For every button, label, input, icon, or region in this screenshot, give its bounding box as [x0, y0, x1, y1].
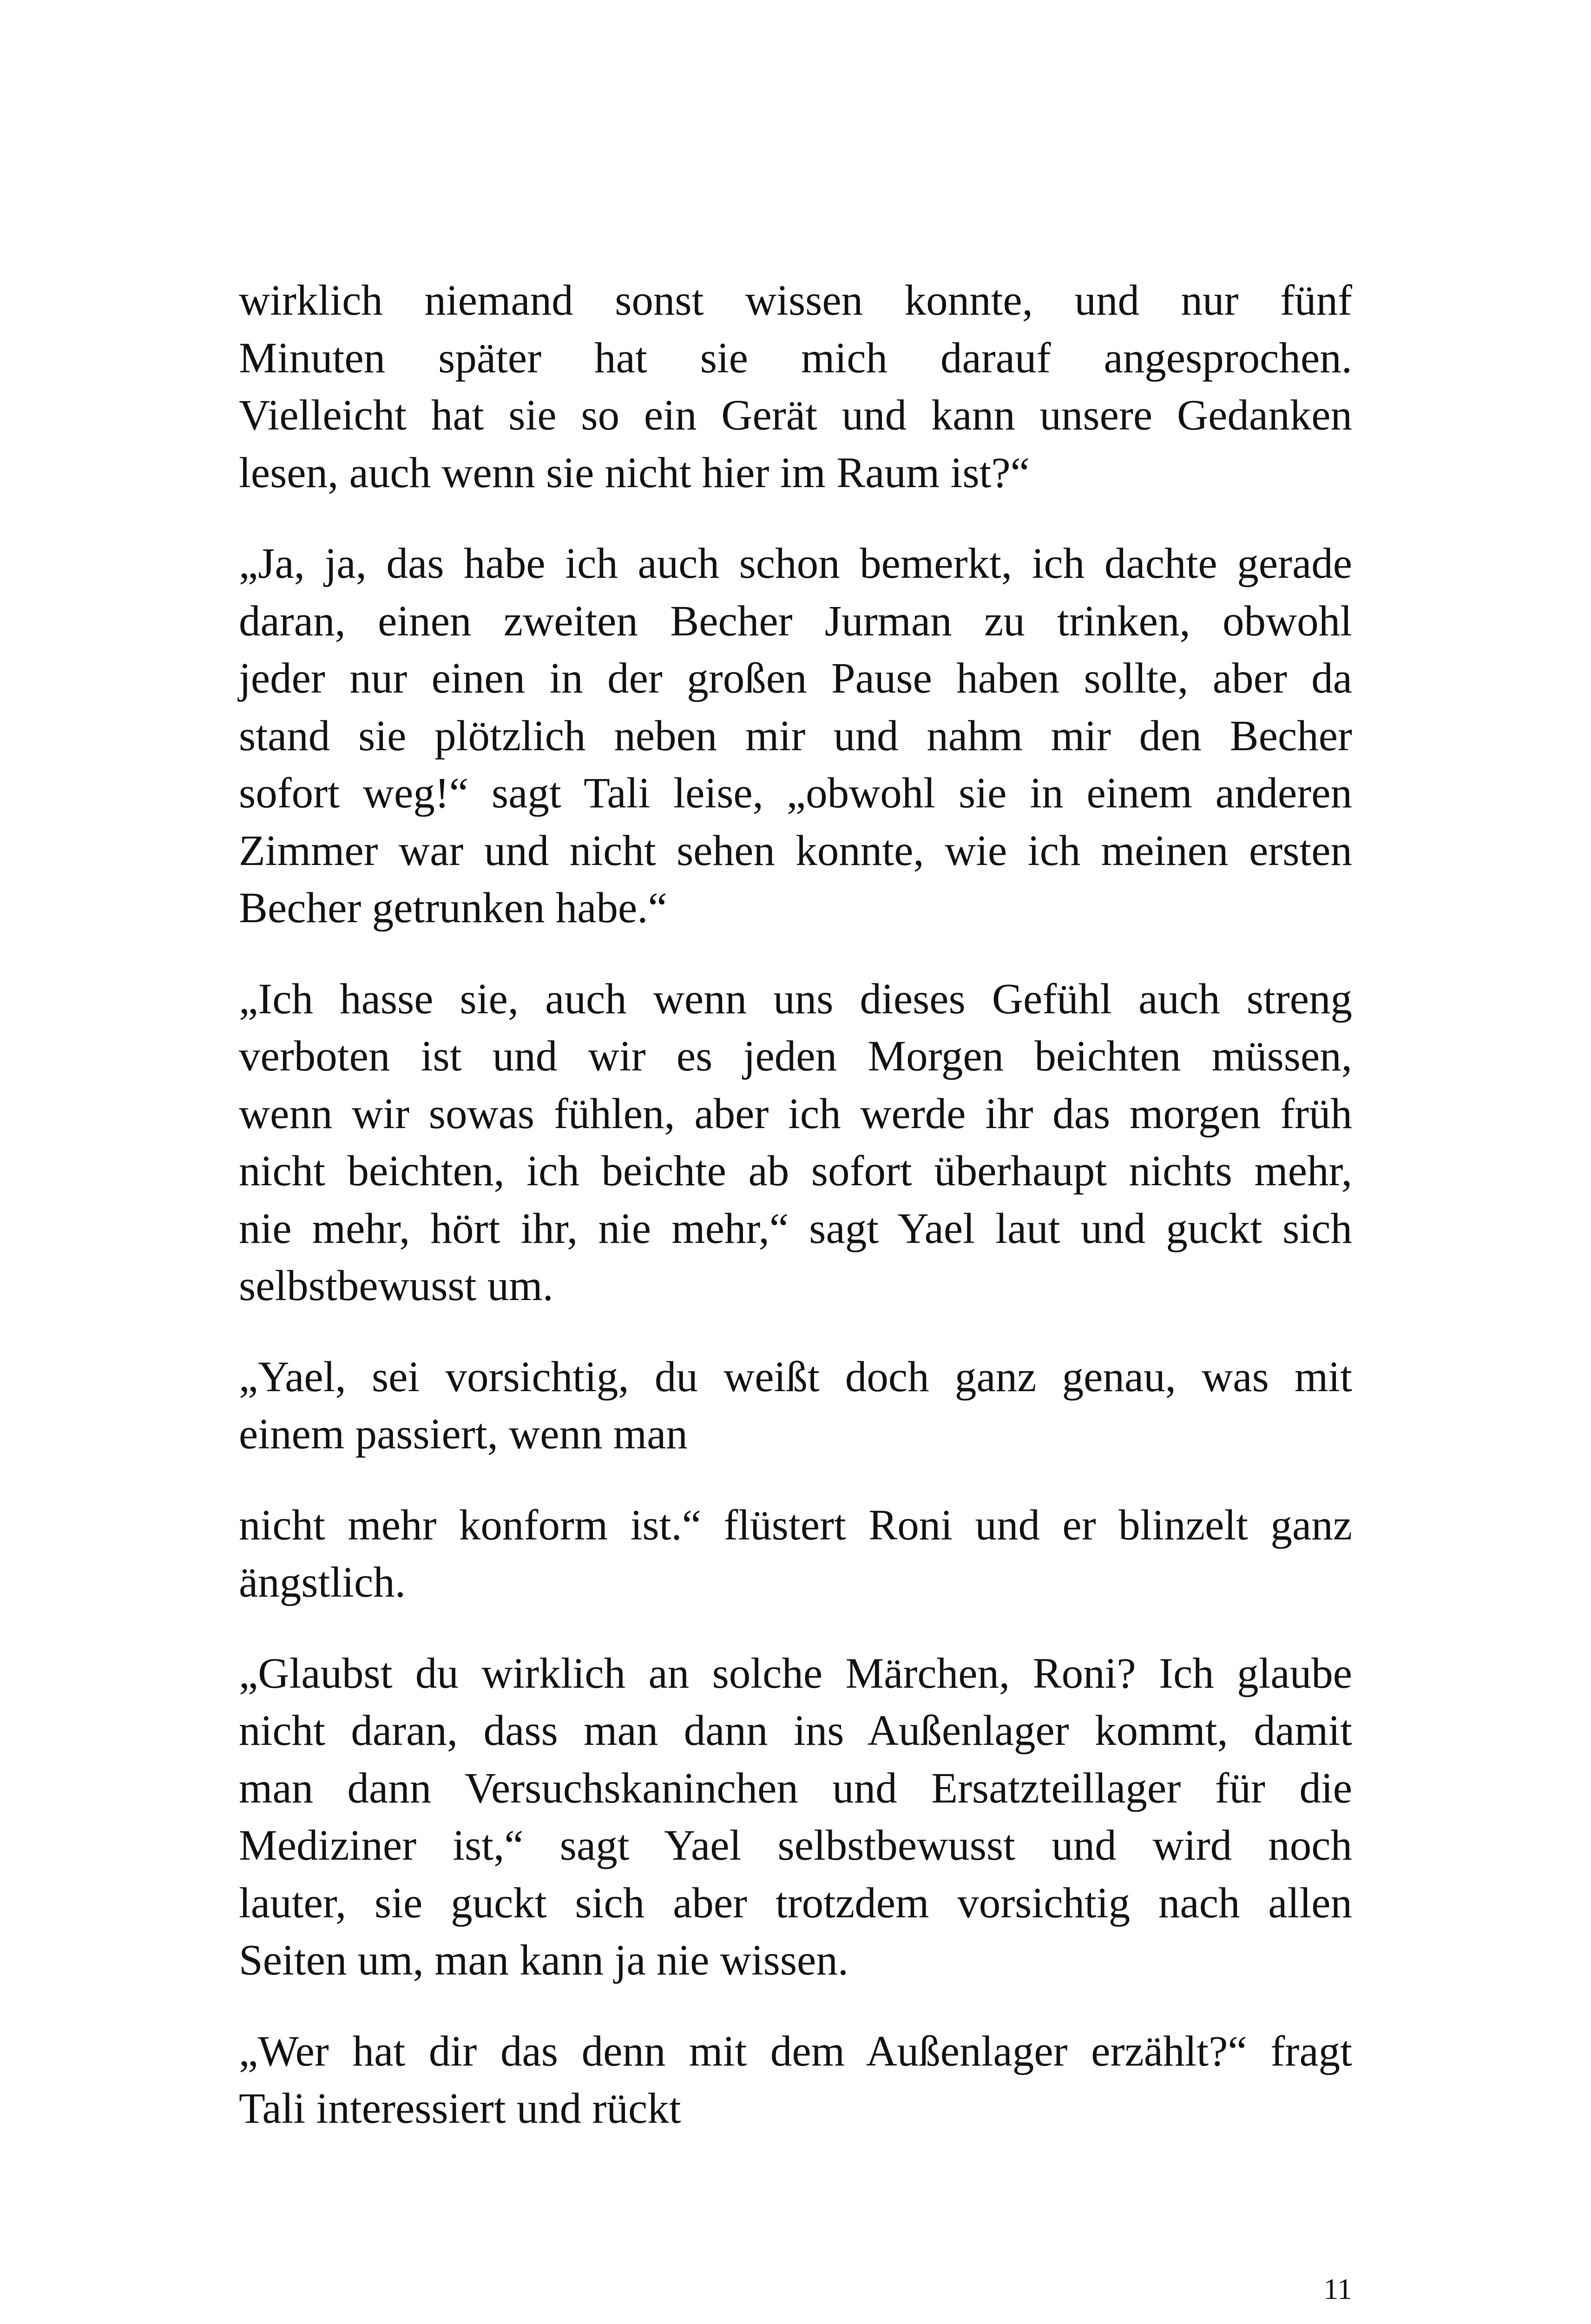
paragraph-6 [239, 1645, 1352, 1989]
paragraph-1 [239, 272, 1352, 502]
text-line: jeder nur einen in der großen Pause haben sollte, aber da [239, 654, 1352, 702]
text-line: stand sie plötzlich neben mir und nahm mir den Becher [239, 712, 1352, 760]
text-line: verboten ist und wir es jeden Morgen beichten müssen, [239, 1032, 1352, 1080]
text-line: lauter, sie guckt sich aber trotzdem vorsichtig nach allen [239, 1879, 1352, 1927]
text-line: Vielleicht hat sie so ein Gerät und kann unsere Gedanken [239, 391, 1352, 439]
text-line: „Ja, ja, das habe ich auch schon bemerkt, ich dachte gerade [239, 540, 1352, 588]
text-line: selbstbewusst um. [239, 1262, 553, 1310]
paragraph-4 [239, 1348, 1352, 1463]
text-line: Mediziner ist,“ sagt Yael selbstbewusst und wird noch [239, 1822, 1352, 1869]
text-line: Becher getrunken habe.“ [239, 884, 667, 932]
text-line: ängstlich. [239, 1558, 406, 1606]
text-line: Seiten um, man kann ja nie wissen. [239, 1936, 849, 1984]
paragraph-5 [239, 1497, 1352, 1611]
text-line: „Ich hasse sie, auch wenn uns dieses Gefühl auch streng [239, 975, 1352, 1023]
paragraph-7 [239, 2023, 1352, 2138]
book-page-text [239, 272, 1352, 2171]
text-line: „Yael, sei vorsichtig, du weißt doch ganz genau, was mit [239, 1353, 1352, 1401]
text-line: wirklich niemand sonst wissen konnte, und nur fünf [239, 277, 1352, 324]
text-line: nie mehr, hört ihr, nie mehr,“ sagt Yael laut und guckt sich [239, 1204, 1352, 1253]
text-line: nicht daran, dass man dann ins Außenlager kommt, damit [239, 1707, 1352, 1755]
text-line: nicht mehr konform ist.“ flüstert Roni und er blinzelt ganz [239, 1501, 1352, 1549]
page-number: 11 [1323, 2272, 1352, 2305]
text-line: nicht beichten, ich beichte ab sofort überhaupt nichts mehr, [239, 1147, 1352, 1195]
text-line: daran, einen zweiten Becher Jurman zu trinken, obwohl [239, 597, 1352, 645]
text-line: Minuten später hat sie mich darauf angesprochen. [239, 334, 1352, 382]
text-line: wenn wir sowas fühlen, aber ich werde ihr das morgen früh [239, 1089, 1352, 1138]
paragraph-3 [239, 971, 1352, 1315]
text-line: sofort weg!“ sagt Tali leise, „obwohl sie in einem anderen [239, 769, 1352, 817]
text-line: Tali interessiert und rückt [239, 2085, 681, 2133]
text-line: Zimmer war und nicht sehen konnte, wie ich meinen ersten [239, 826, 1352, 875]
text-line: „Glaubst du wirklich an solche Märchen, Roni? Ich glaube [239, 1649, 1352, 1697]
text-line: einem passiert, wenn man [239, 1410, 688, 1458]
text-line: „Wer hat dir das denn mit dem Außenlager erzählt?“ fragt [239, 2027, 1352, 2075]
text-line: man dann Versuchskaninchen und Ersatzteillager für die [239, 1764, 1352, 1812]
text-line: lesen, auch wenn sie nicht hier im Raum ist?“ [239, 449, 1030, 497]
paragraph-2 [239, 535, 1352, 937]
